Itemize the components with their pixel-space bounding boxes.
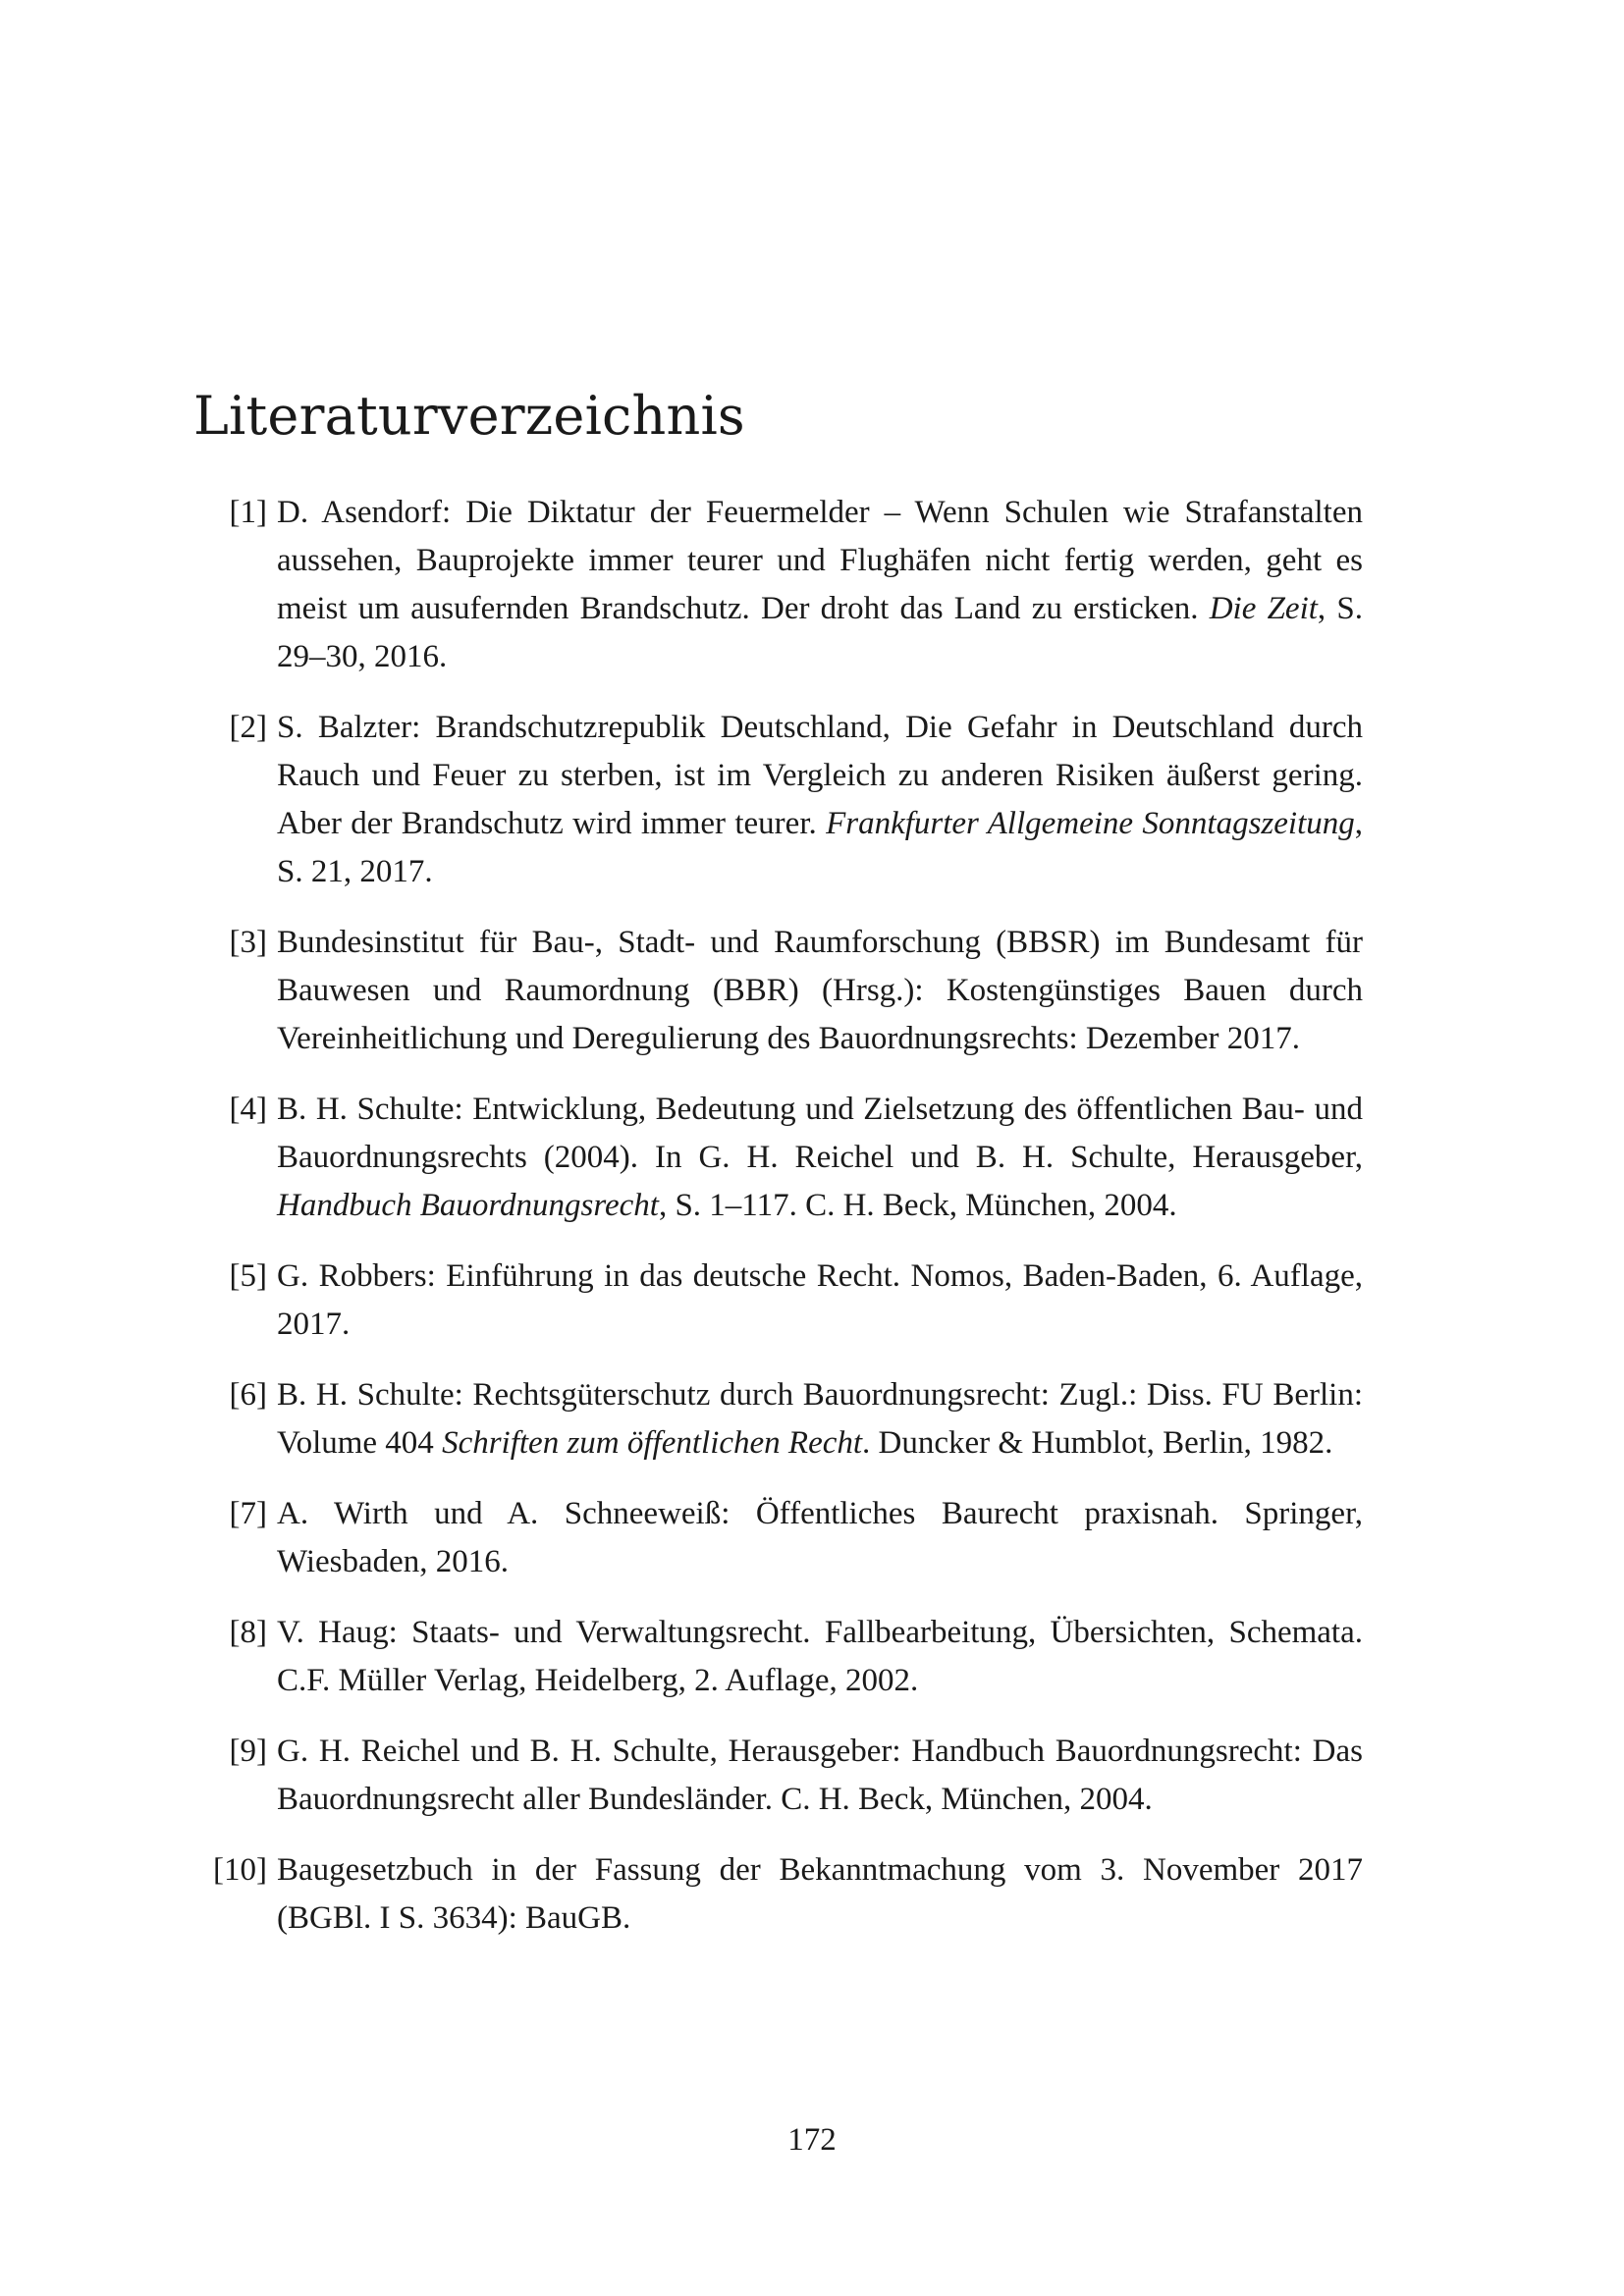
reference-label: [2] xyxy=(229,710,267,745)
reference-text: B. H. Schulte: Entwicklung, Bedeutung und Zielsetzung des öffentlichen Bau- und Bauordnungsrechts (2004). In G. H. Reichel und B. H. Schulte, Herausgeber, xyxy=(277,1092,1363,1175)
reference-entry-9 xyxy=(193,1728,1363,1824)
reference-tail: , S. 21, 2017. xyxy=(277,806,1363,889)
reference-tail: . Duncker & Humblot, Berlin, 1982. xyxy=(862,1425,1333,1461)
reference-book-title: Handbuch Bauordnungsrecht xyxy=(277,1188,659,1223)
reference-label: [10] xyxy=(213,1852,267,1888)
reference-entry-8 xyxy=(193,1609,1363,1705)
reference-entry-3 xyxy=(193,919,1363,1063)
reference-entry-7 xyxy=(193,1490,1363,1586)
reference-label: [9] xyxy=(229,1734,267,1769)
reference-entry-6 xyxy=(193,1371,1363,1468)
reference-journal: Frankfurter Allgemeine Sonntagszeitung xyxy=(826,806,1355,841)
reference-series-title: Schriften zum öffentlichen Recht xyxy=(442,1425,863,1461)
section-heading: Literaturverzeichnis xyxy=(193,385,745,447)
reference-text: Bundesinstitut für Bau-, Stadt- und Raumforschung (BBSR) im Bundesamt für Bauwesen und Raumordnung (BBR) (Hrsg.): Kostengünstiges Bauen durch Vereinheitlichung und Deregulierung des Bauordnungsrechts: Dezember 2017. xyxy=(277,925,1363,1056)
bibliography-list xyxy=(193,489,1363,1965)
page-number: 172 xyxy=(787,2122,837,2158)
reference-text: A. Wirth und A. Schneeweiß: Öffentliches Baurecht praxisnah. Springer, Wiesbaden, 2016. xyxy=(277,1496,1363,1579)
reference-text: G. Robbers: Einführung in das deutsche Recht. Nomos, Baden-Baden, 6. Auflage, 2017. xyxy=(277,1258,1363,1342)
reference-label: [1] xyxy=(229,495,267,530)
reference-label: [5] xyxy=(229,1258,267,1294)
reference-text: D. Asendorf: Die Diktatur der Feuermelder – Wenn Schulen wie Strafanstalten aussehen, Bauprojekte immer teurer und Flughäfen nicht fertig werden, geht es meist um ausufernden Brandschutz. Der droht das Land zu ersticken. xyxy=(277,495,1363,626)
reference-entry-10 xyxy=(193,1846,1363,1943)
reference-label: [4] xyxy=(229,1092,267,1127)
reference-entry-2 xyxy=(193,704,1363,896)
reference-label: [3] xyxy=(229,925,267,960)
reference-label: [6] xyxy=(229,1377,267,1413)
reference-text: Baugesetzbuch in der Fassung der Bekanntmachung vom 3. November 2017 (BGBl. I S. 3634): BauGB. xyxy=(277,1852,1363,1936)
reference-text: S. Balzter: Brandschutzrepublik Deutschland, Die Gefahr in Deutschland durch Rauch und Feuer zu sterben, ist im Vergleich zu anderen Risiken äußerst gering. Aber der Brandschutz wird immer teurer. xyxy=(277,710,1363,841)
reference-text: G. H. Reichel und B. H. Schulte, Herausgeber: Handbuch Bauordnungsrecht: Das Bauordnungsrecht aller Bundesländer. C. H. Beck, München, 2004. xyxy=(277,1734,1363,1817)
reference-journal: Die Zeit xyxy=(1209,591,1318,626)
reference-tail: , S. 29–30, 2016. xyxy=(277,591,1363,674)
reference-label: [8] xyxy=(229,1615,267,1650)
reference-text: V. Haug: Staats- und Verwaltungsrecht. Fallbearbeitung, Übersichten, Schemata. C.F. Müller Verlag, Heidelberg, 2. Auflage, 2002. xyxy=(277,1615,1363,1698)
reference-entry-5 xyxy=(193,1253,1363,1349)
reference-label: [7] xyxy=(229,1496,267,1531)
reference-entry-4 xyxy=(193,1086,1363,1230)
reference-text: B. H. Schulte: Rechtsgüterschutz durch Bauordnungsrecht: Zugl.: Diss. FU Berlin: Volume 404 xyxy=(277,1377,1363,1461)
reference-tail: , S. 1–117. C. H. Beck, München, 2004. xyxy=(658,1188,1177,1223)
reference-entry-1 xyxy=(193,489,1363,681)
